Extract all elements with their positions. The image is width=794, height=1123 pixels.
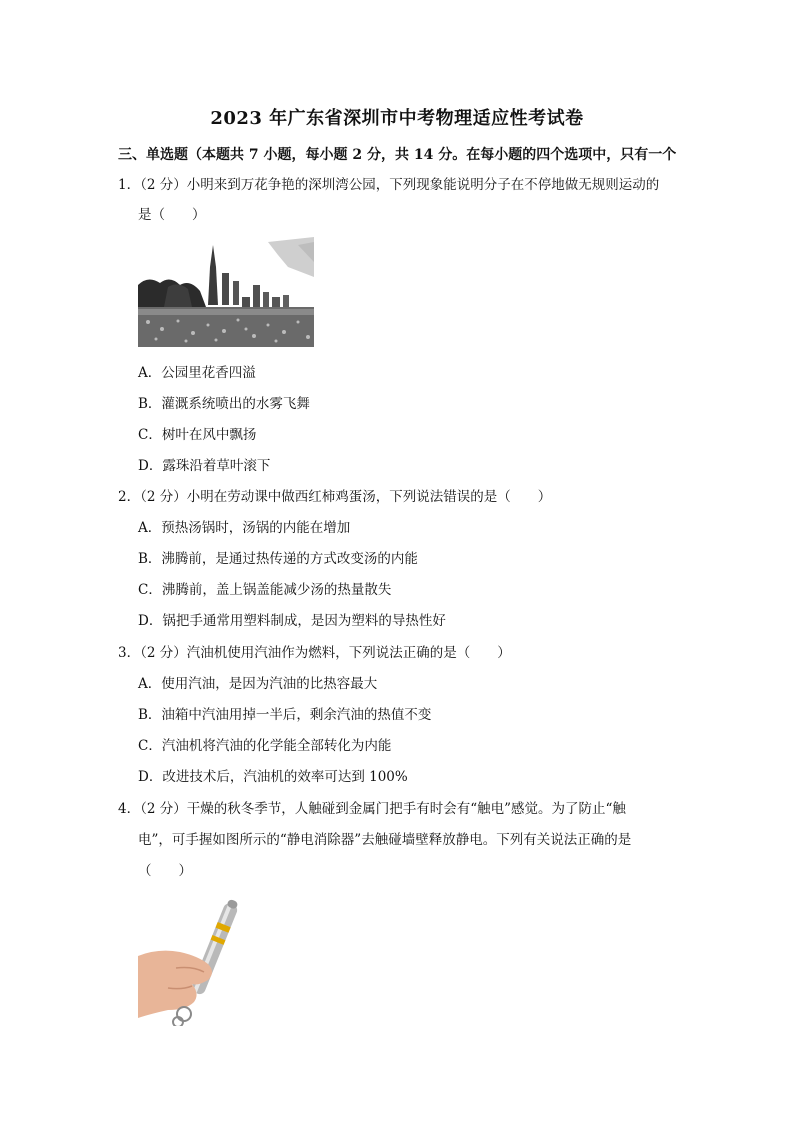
question-2-option-d: D．锅把手通常用塑料制成，是因为塑料的导热性好 <box>138 613 446 629</box>
question-1-option-c: C．树叶在风中飘扬 <box>138 427 257 443</box>
question-2-option-b: B．沸腾前，是通过热传递的方式改变汤的内能 <box>138 551 418 567</box>
question-3-option-d: D．改进技术后，汽油机的效率可达到 100% <box>138 769 408 785</box>
question-3-option-b: B．油箱中汽油用掉一半后，剩余汽油的热值不变 <box>138 707 432 723</box>
question-3-line-1: 3．（2 分）汽油机使用汽油作为燃料，下列说法正确的是（ ） <box>118 645 511 661</box>
question-2-option-c: C．沸腾前，盖上锅盖能减少汤的热量散失 <box>138 582 392 598</box>
question-1-line-1: 1．（2 分）小明来到万花争艳的深圳湾公园，下列现象能说明分子在不停地做无规则运动的 <box>118 177 660 193</box>
question-3-option-c: C．汽油机将汽油的化学能全部转化为内能 <box>138 738 392 754</box>
page-title: 2023 年广东省深圳市中考物理适应性考试卷 <box>210 108 584 129</box>
question-1-line-2: 是（ ） <box>138 207 206 223</box>
park-skyline-image <box>138 237 314 347</box>
section-heading: 三、单选题（本题共 7 小题，每小题 2 分，共 14 分。在每小题的四个选项中，只有一个 <box>118 147 677 163</box>
question-2-option-a: A．预热汤锅时，汤锅的内能在增加 <box>138 520 351 536</box>
question-4-line-1: 4．（2 分）干燥的秋冬季节，人触碰到金属门把手有时会有“触电”感觉。为了防止“触 <box>118 801 626 817</box>
question-3-option-a: A．使用汽油，是因为汽油的比热容最大 <box>138 676 378 692</box>
question-1-option-d: D．露珠沿着草叶滚下 <box>138 458 271 474</box>
question-4-line-2: 电”，可手握如图所示的“静电消除器”去触碰墙壁释放静电。下列有关说法正确的是 <box>138 832 632 848</box>
park-photo <box>138 237 314 347</box>
question-2-line-1: 2．（2 分）小明在劳动课中做西红柿鸡蛋汤，下列说法错误的是（ ） <box>118 489 552 505</box>
static-eliminator-image <box>138 898 248 1026</box>
question-1-option-a: A．公园里花香四溢 <box>138 365 256 381</box>
question-4-line-3: （ ） <box>138 863 192 879</box>
question-1-option-b: B．灌溉系统喷出的水雾飞舞 <box>138 396 310 412</box>
static-eliminator-photo <box>138 898 248 1026</box>
